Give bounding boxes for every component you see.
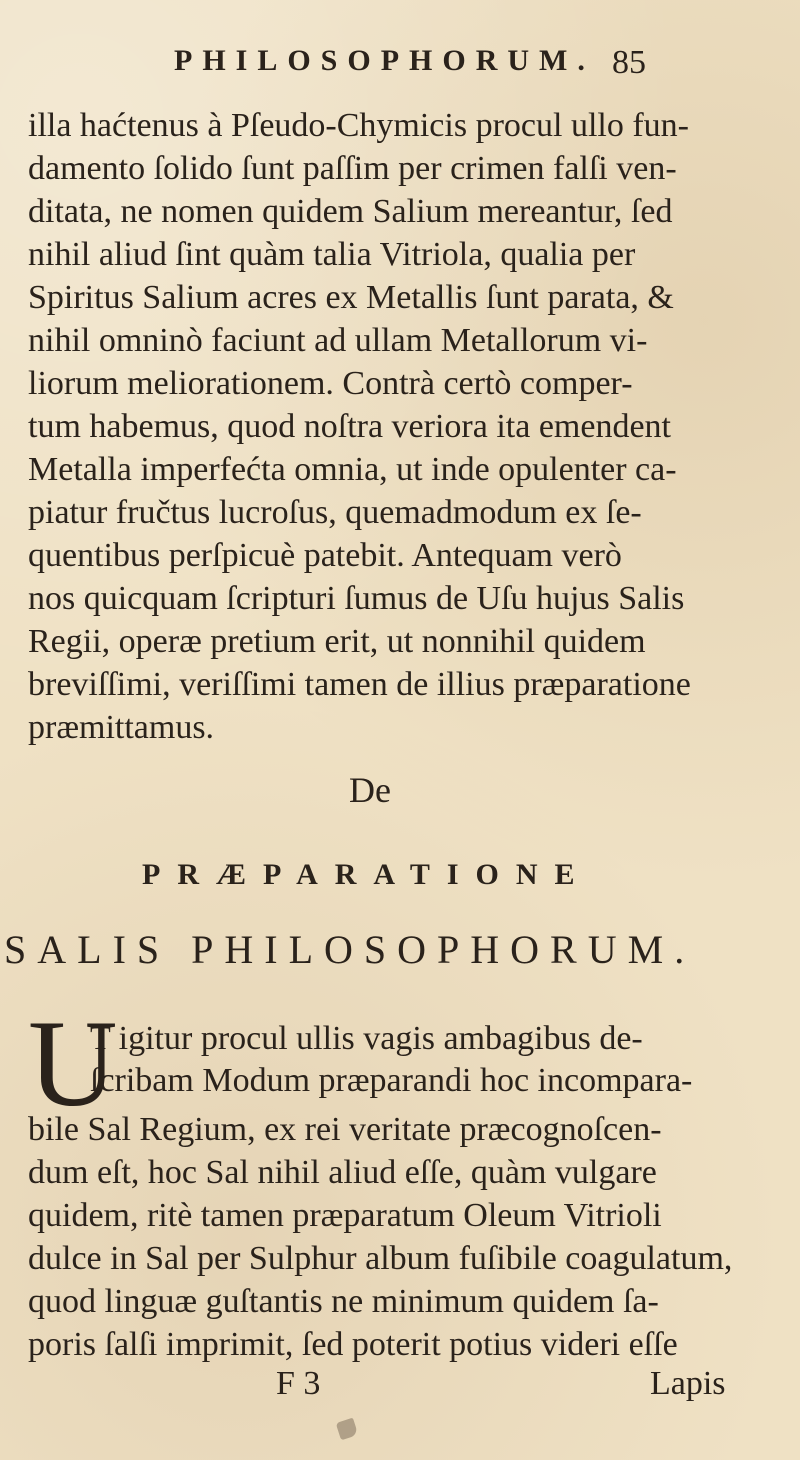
text-line: Spiritus Salium acres ex Metallis ſunt parata, & [28,279,674,316]
drop-cap: U [28,995,118,1132]
signature-mark: F 3 [276,1365,321,1402]
second-paragraph [28,1108,770,1366]
text-line: dulce in Sal per Sulphur album fuſibile coagulatum, [28,1240,733,1277]
section-intro: De [349,770,391,810]
main-paragraph [28,104,770,749]
section-title-line-2: SALIS PHILOSOPHORUM. [4,927,696,972]
text-line: tum habemus, quod noſtra veriora ita emendent [28,408,671,445]
text-line: quod linguæ guſtantis ne minimum quidem ſa- [28,1283,659,1320]
section-title-line-1: PRÆPARATIONE [142,858,592,891]
text-line: T igitur procul ullis vagis ambagibus de- [90,1020,643,1057]
text-line: præmittamus. [28,709,215,746]
catchword: Lapis [650,1365,726,1402]
text-line: damento ſolido ſunt paſſim per crimen falſi ven- [28,150,677,187]
text-line: ſcribam Modum præparandi hoc incompara- [90,1062,693,1099]
text-line: liorum meliorationem. Contrà certò comper- [28,365,633,402]
paper-stain [336,1418,359,1441]
running-head: PHILOSOPHORUM. [174,44,595,77]
text-line: dum eſt, hoc Sal nihil aliud eſſe, quàm vulgare [28,1154,657,1191]
text-line: quentibus perſpicuè patebit. Antequam verò [28,537,622,574]
text-line: illa haćtenus à Pſeudo-Chymicis procul ullo fun- [28,107,689,144]
text-line: nihil aliud ſint quàm talia Vitriola, qualia per [28,236,636,273]
text-line: Regii, operæ pretium erit, ut nonnihil quidem [28,623,646,660]
text-line: nos quicquam ſcripturi ſumus de Uſu hujus Salis [28,580,685,617]
text-line: Metalla imperfećta omnia, ut inde opulenter ca- [28,451,677,488]
text-line: piatur fručtus lucroſus, quemadmodum ex ſe- [28,494,642,531]
text-line: poris ſalſi imprimit, ſed poterit potius videri eſſe [28,1326,678,1363]
text-line: ditata, ne nomen quidem Salium mereantur, ſed [28,193,673,230]
page-header [174,46,734,92]
page-number: 85 [612,44,646,81]
text-line: bile Sal Regium, ex rei veritate præcognoſcen- [28,1111,662,1148]
text-line: nihil omninò faciunt ad ullam Metallorum vi- [28,322,648,359]
text-line: quidem, ritè tamen præparatum Oleum Vitrioli [28,1197,662,1234]
text-line: breviſſimi, veriſſimi tamen de illius præparatione [28,666,691,703]
